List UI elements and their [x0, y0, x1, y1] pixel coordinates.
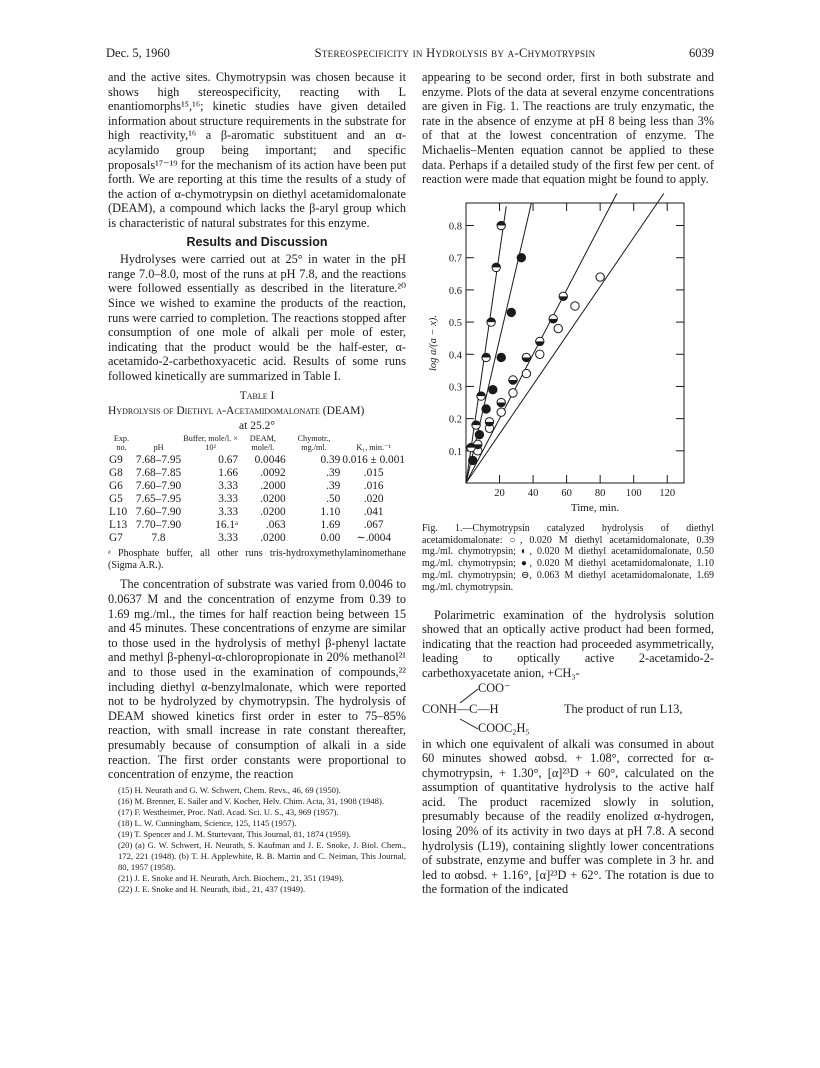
table-cell: .067 — [363, 519, 384, 532]
x-tick-label: 40 — [527, 487, 539, 499]
table-cell: .015 — [363, 467, 384, 480]
col-header: Chymotr., mg./ml. — [297, 434, 331, 452]
table-cell: 1.10 — [320, 506, 341, 519]
paragraph-rotation: in which one equivalent of alkali was consumed in about 60 minutes showed αobsd. + 1.08°, corrected for α-chymotrypsin, + 1.30°, [α]²³D + 60°, calculated on the assumption of quantitative hydrolysis to the active half acid. The product racemized slowly in solution, presumably because of the readily enolized α-hydrogen, losing 20% of its activity in two days at pH 7.8. A second hydrolysis (L19), containing slightly lower concentrations of substrate, enzyme and buffer was complete in 3 hr. and led to αobsd. + 1.16°, [α]²³D + 62°. The rotation is due to the formation of the indicated — [422, 736, 714, 897]
fit-line-open — [466, 193, 664, 483]
figure-caption: Fig. 1.—Chymotrypsin catalyzed hydrolysis of diethyl acetamidomalonate: ○, 0.020 M diethyl acetamidomalonate, 0.39 mg./ml. chymotrypsin; ◐, 0.020 M diethyl acetamidomalonate, 0.50 mg./ml. chymotrypsin; ●, 0.020 M diethyl acetamidomalonate, 1.10 mg./ml. chymotrypsin; ⊖, 0.063 M diethyl acetamidomalonate, 1.69 mg./ml. chymotrypsin. — [422, 522, 714, 593]
table-footnote: ᵃ Phosphate buffer, all other runs tris-hydroxymethylaminomethane (Sigma A.R.). — [108, 548, 406, 571]
table-cell: G8 — [109, 467, 123, 480]
x-axis-label: Time, min. — [570, 501, 620, 514]
page-number: 6039 — [689, 46, 714, 60]
table-cell: .063 — [265, 519, 286, 532]
table-cell: G9 — [109, 454, 123, 467]
footnote-ref: (22) J. E. Snoke and H. Neurath, ibid., 21, 437 (1949). — [118, 883, 306, 894]
table-cell: 0.016 ± 0.001 — [342, 454, 405, 467]
point-open — [596, 273, 604, 281]
table-cell: 3.33 — [218, 506, 239, 519]
table-cell: 3.33 — [218, 493, 239, 506]
table-row — [108, 480, 406, 493]
header-date: Dec. 5, 1960 — [106, 46, 170, 60]
table-cell: L10 — [109, 506, 128, 519]
formula-coo: COO⁻ — [478, 680, 511, 695]
table-caption-temp: at 25.2° — [239, 419, 275, 432]
table-cell: 7.68–7.95 — [135, 454, 182, 467]
table-cell: .020 — [363, 493, 384, 506]
figure-1-chart — [422, 191, 714, 521]
table-cell: 7.65–7.95 — [135, 493, 182, 506]
point-filled — [517, 253, 525, 261]
table-cell: 16.1ᵃ — [215, 519, 239, 532]
footnotes — [108, 785, 406, 895]
point-filled — [497, 353, 505, 361]
table-cell: G5 — [109, 493, 123, 506]
table-header-row — [108, 435, 406, 454]
point-open — [536, 350, 544, 358]
point-open — [571, 302, 579, 310]
footnote-ref: (17) F. Westheimer, Proc. Natl. Acad. Sci. U. S., 43, 969 (1957). — [118, 806, 339, 817]
x-tick-label: 80 — [594, 487, 606, 499]
table-cell: 0.67 — [218, 454, 239, 467]
table-cell: .39 — [326, 467, 341, 480]
paragraph-second-order: appearing to be second order, first in both substrate and enzyme. Plots of the data at several enzyme concentrations are given in Fig. 1. The reactions are truly enzymatic, the rate in the absence of enzyme at pH 8 being less than 3% of that at the lowest concentration of enzyme. The Michaelis–Menten equation cannot be applied to these data. Perhaps if a detailed study of the first few per cent. of reaction were made that equation might be found to apply. — [422, 70, 714, 187]
table-row — [108, 467, 406, 480]
col-header: K₁, min.⁻¹ — [356, 442, 391, 452]
table-cell: G6 — [109, 480, 123, 493]
table-cell: .016 — [363, 480, 384, 493]
y-tick-label: 0.8 — [448, 221, 462, 233]
y-tick-label: 0.1 — [448, 446, 462, 458]
table-cell: 0.00 — [320, 532, 341, 545]
y-tick-label: 0.7 — [448, 253, 462, 265]
table-cell: 3.33 — [218, 532, 239, 545]
table-caption: Hydrolysis of Diethyl α-Acetamidomalonate (DEAM) — [108, 405, 365, 418]
col-header: Exp. no. — [113, 434, 130, 452]
point-filled — [475, 430, 483, 438]
x-tick-label: 120 — [659, 487, 676, 499]
point-filled — [469, 456, 477, 464]
table-cell: .50 — [326, 493, 341, 506]
table-cell: 7.68–7.85 — [135, 467, 182, 480]
point-open — [554, 324, 562, 332]
right-column — [422, 70, 714, 899]
table-cell: .0200 — [260, 506, 286, 519]
table-cell: .041 — [363, 506, 384, 519]
table-row — [108, 519, 406, 532]
formula-trailing-text: The product of run L13, — [564, 701, 683, 716]
point-filled — [507, 308, 515, 316]
table-cell: 7.8 — [151, 532, 166, 545]
point-filled — [489, 385, 497, 393]
col-header: DEAM, mole/l. — [249, 434, 276, 452]
table-cell: .0200 — [260, 532, 286, 545]
section-heading: Results and Discussion — [186, 234, 328, 249]
table-cell: 7.60–7.90 — [135, 506, 182, 519]
paragraph-concentration: The concentration of substrate was varied from 0.0046 to 0.0637 M and the concentration of enzyme from 0.39 to 1.69 mg./ml., the times for half reaction being between 15 and 45 minutes. These concentrations of enzyme are similar to those used in the hydrolysis of methyl β-phenyl lactate and methyl β-phenyl-α-chloropropionate in 20% methanol²¹ and to those used in the examination of compounds,²² including diethyl α-benzylmalonate, which were reported not to be hydrolyzed by chymotrypsin. The hydrolysis of DEAM showed kinetics first order in ester to 75–85% reaction, with small increase in rate constant thereafter, presumably because of consumption of alkali in a side reaction. The first order constants were proportional to concentration of enzyme, the reaction — [108, 577, 406, 782]
table-cell: 0.39 — [320, 454, 341, 467]
col-header: Buffer, mole/l. × 10² — [183, 434, 238, 452]
table-row — [108, 532, 406, 545]
table-row — [108, 493, 406, 506]
y-axis-label: log a/(a − x). — [428, 314, 439, 371]
table-cell: .39 — [326, 480, 341, 493]
running-title: Stereospecificity in Hydrolysis by α-Chymotrypsin — [314, 46, 596, 60]
table-label: Table I — [239, 390, 275, 403]
paragraph-hydrolyses: Hydrolyses were carried out at 25° in water in the pH range 7.0–8.0, most of the runs at pH 7.8, and the reactions were followed essentially as described in the literature.²⁰ Since we wished to examine the products of the reaction, runs were carried to completion. The reactions stopped after consumption of one mole of alkali per mole of ester, indicating that the product would be the half-ester, α-acetamido-2-carbethoxyacetic acid. Results of some runs followed kinetically are summarized in Table I. — [108, 252, 406, 383]
table-cell: .0092 — [260, 467, 286, 480]
x-tick-label: 60 — [561, 487, 572, 499]
table-cell: G7 — [109, 532, 123, 545]
point-filled — [482, 405, 490, 413]
table-cell: L13 — [109, 519, 128, 532]
col-header: pH — [153, 442, 164, 452]
x-tick-label: 20 — [494, 487, 505, 499]
fit-line-theta — [466, 206, 506, 483]
left-column — [108, 70, 406, 895]
y-tick-label: 0.4 — [448, 350, 462, 362]
y-tick-label: 0.6 — [448, 285, 462, 297]
table-cell: 1.66 — [218, 467, 239, 480]
y-tick-label: 0.3 — [448, 382, 462, 394]
bond-line — [460, 689, 478, 703]
footnote-ref: (16) M. Brenner, E. Sailer and V. Kocher, Helv. Chim. Acta, 31, 1908 (1948). — [118, 795, 384, 806]
table-cell: 0.0046 — [254, 454, 286, 467]
table-cell: 3.33 — [218, 480, 239, 493]
structural-formula — [422, 680, 714, 735]
x-tick-label: 100 — [625, 487, 642, 499]
footnote-ref: (18) L. W. Cunningham, Science, 125, 1145 (1957). — [118, 817, 297, 828]
table-cell: .2000 — [260, 480, 286, 493]
table-cell: 7.70–7.90 — [135, 519, 182, 532]
kinetics-table — [108, 435, 406, 545]
paragraph-intro: and the active sites. Chymotrypsin was chosen because it shows high stereospecificity, reacting with L enantiomorphs¹⁵,¹⁶; kinetic studies have given detailed information about structure requirements in the substrate for high reactivity,¹⁶ a β-aromatic substituent and an α-acylamido group being important; and specific proposals¹⁷⁻¹⁹ for the mechanism of its action have been put forth. We are reporting at this time the results of a study of the action of α-chymotrypsin on diethyl acetamidomalonate (DEAM), a compound which lacks the β-aryl group which is characteristic of natural substrates for this enzyme. — [108, 70, 406, 230]
footnote-ref: (19) T. Spencer and J. M. Sturtevant, This Journal, 81, 1874 (1959). — [118, 828, 351, 839]
footnote-ref: (21) J. E. Snoke and H. Neurath, Arch. Biochem., 21, 351 (1949). — [118, 872, 344, 883]
table-cell: 7.60–7.90 — [135, 480, 182, 493]
table-cell: 1.69 — [320, 519, 341, 532]
paragraph-polarimetric: Polarimetric examination of the hydrolysis solution showed that an optically active product had been formed, indicating that the reaction had proceeded asymmetrically, leading to optically active 2-acetamido-2-carbethoxyacetate anion, +CH₃- — [422, 607, 714, 680]
formula-conh: CONH—C—H — [422, 701, 499, 716]
footnote-ref: (15) H. Neurath and G. W. Schwert, Chem. Revs., 46, 69 (1950). — [118, 784, 341, 795]
table-row — [108, 506, 406, 519]
point-open — [522, 369, 530, 377]
point-open — [497, 408, 505, 416]
table-cell: .0200 — [260, 493, 286, 506]
footnote-ref: (20) (a) G. W. Schwert, H. Neurath, S. Kaufman and J. E. Snoke, J. Biol. Chem., 172, 221 (1948). (b) T. H. Applewhite, R. B. Martin and C. Neiman, This Journal, 80, 1957 (1958). — [118, 839, 406, 872]
formula-cooet: COOC₂H₅ — [478, 720, 530, 735]
table-cell: ∼.0004 — [356, 532, 392, 545]
y-tick-label: 0.2 — [448, 414, 462, 426]
y-tick-label: 0.5 — [448, 317, 462, 329]
bond-line — [460, 719, 478, 729]
point-open — [509, 388, 517, 396]
table-row — [108, 454, 406, 467]
